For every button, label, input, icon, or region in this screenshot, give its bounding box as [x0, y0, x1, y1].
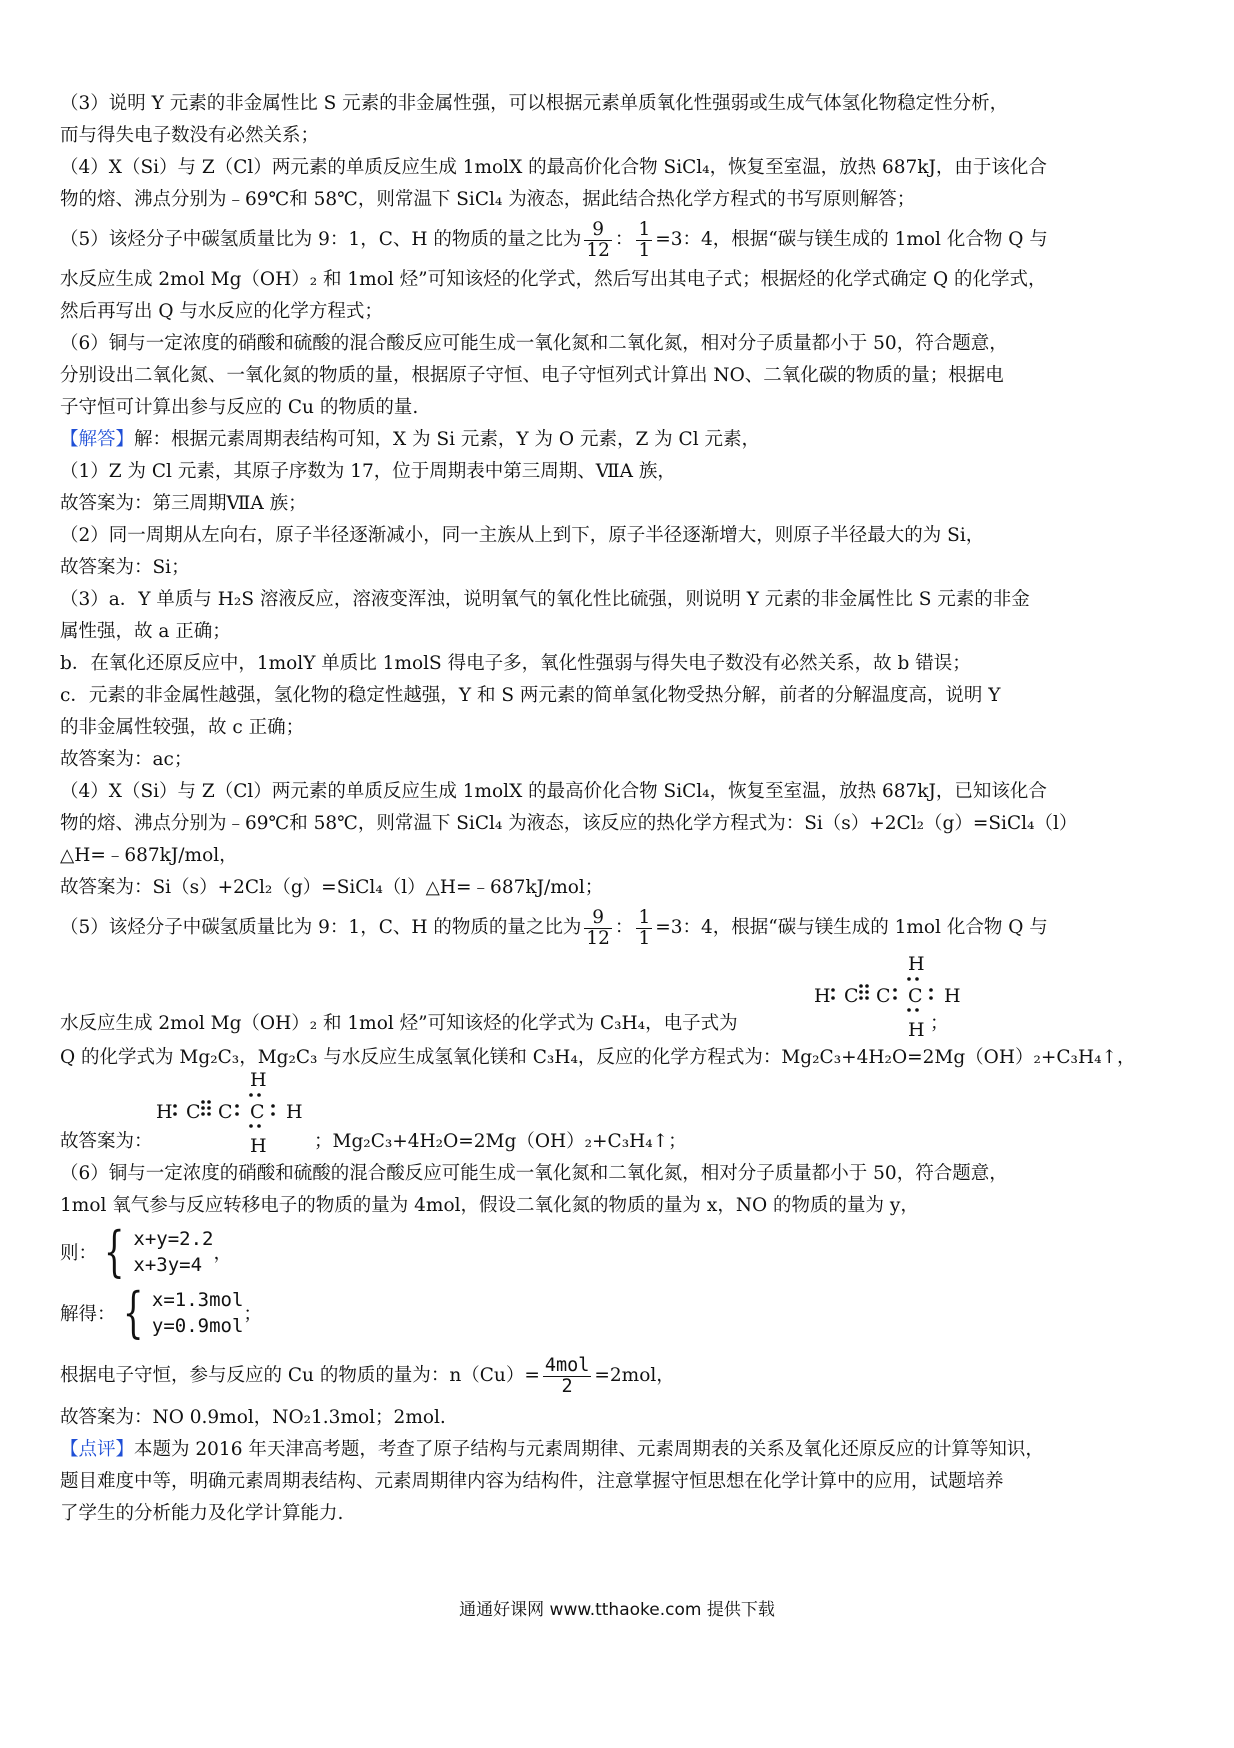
answer-intro	[60, 424, 1190, 456]
review-tag: 【点评】	[60, 1439, 135, 1460]
answer-6-line6: 故答案为：NO 0.9mol，NO₂1.3mol；2mol.	[60, 1407, 446, 1428]
analysis-5-line3: 然后再写出 Q 与水反应的化学方程式；	[60, 301, 383, 322]
answer-3-line4: c．元素的非金属性越强，氢化物的稳定性越强，Y 和 S 两元素的简单氢化物受热分解，前者的分解温度高，说明 Y	[60, 685, 1001, 706]
text: ；	[930, 1013, 949, 1034]
atom-h: H	[250, 1135, 267, 1157]
answer-3-line2: 属性强，故 a 正确；	[60, 621, 231, 642]
text: ；Mg₂C₃+4H₂O=2Mg（OH）₂+C₃H₄↑；	[314, 1131, 687, 1152]
analysis-6-line1: （6）铜与一定浓度的硝酸和硫酸的混合酸反应可能生成一氧化氮和二氧化氮，相对分子质量都小于 50，符合题意，	[60, 333, 1008, 354]
answer-6-line1: （6）铜与一定浓度的硝酸和硫酸的混合酸反应可能生成一氧化氮和二氧化氮，相对分子质量都小于 50，符合题意，	[60, 1163, 1008, 1184]
atom-h: H	[250, 1069, 267, 1091]
numerator: 4mol	[544, 1354, 590, 1376]
analysis-5-line1: （5）该烃分子中碳氢质量比为 9：1，C、H 的物质的量之比为 $\frac{9}{12}$ ： $\frac{1}{1}$ =3：4，根据“碳与镁生成的 1mol 化合物 Q 与	[60, 218, 1048, 261]
numerator: 1	[638, 218, 651, 240]
atom-h: H	[156, 1101, 173, 1123]
text: 解得：	[60, 1304, 116, 1325]
atom-h: H	[814, 985, 831, 1007]
review-line3: 了学生的分析能力及化学计算能力.	[60, 1503, 344, 1524]
fraction-9-12	[584, 220, 612, 261]
fraction-1-1	[636, 908, 652, 949]
answer-5-line4	[60, 1069, 1190, 1158]
text: （5）该烃分子中碳氢质量比为 9：1，C、H 的物质的量之比为	[60, 229, 582, 250]
numerator: 1	[638, 906, 651, 928]
analysis-5-line2: 水反应生成 2mol Mg（OH）₂ 和 1mol 烃”可知该烃的化学式，然后写出其电子式；根据烃的化学式确定 Q 的化学式，	[60, 269, 1047, 290]
brace-system	[116, 1281, 244, 1344]
text: 本题为 2016 年天津高考题，考查了原子结构与元素周期律、元素周期表的关系及氧化还原反应的计算等知识，	[134, 1439, 1044, 1460]
answer-1-line1: （1）Z 为 Cl 元素，其原子序数为 17，位于周期表中第三周期、ⅦA 族，	[60, 461, 676, 482]
atom-c: C	[876, 985, 891, 1007]
text: 根据电子守恒，参与反应的 Cu 的物质的量为：n（Cu）=	[60, 1365, 540, 1386]
analysis-6-line3: 子守恒可计算出参与反应的 Cu 的物质的量.	[60, 397, 419, 418]
analysis-4-line1: （4）X（Si）与 Z（Cl）两元素的单质反应生成 1molX 的最高价化合物 SiCl₄，恢复至室温，放热 687kJ，由于该化合	[60, 157, 1047, 178]
analysis-4-line2: 物的熔、沸点分别为﹣69℃和 58℃，则常温下 SiCl₄ 为液态，据此结合热化学方程式的书写原则解答；	[60, 189, 916, 210]
fraction-9-12	[584, 908, 612, 949]
atom-h: H	[908, 1019, 925, 1041]
atom-c: C	[250, 1101, 265, 1123]
atom-c: C	[844, 985, 859, 1007]
answer-tag: 【解答】	[60, 429, 135, 450]
equation: x+3y=4	[133, 1254, 203, 1276]
text: =3：4，根据“碳与镁生成的 1mol 化合物 Q 与	[655, 229, 1048, 250]
text: （5）该烃分子中碳氢质量比为 9：1，C、H 的物质的量之比为	[60, 917, 582, 938]
answer-3-line6: 故答案为：ac；	[60, 749, 193, 770]
text: 水反应生成 2mol Mg（OH）₂ 和 1mol 烃”可知该烃的化学式为 C₃H₄，电子式为	[60, 1013, 738, 1034]
review-line2: 题目难度中等，明确元素周期表结构、元素周期律内容为结构件，注意掌握守恒思想在化学计算中的应用，试题培养	[60, 1471, 1004, 1492]
answer-6-line2: 1mol 氧气参与反应转移电子的物质的量为 4mol，假设二氧化氮的物质的量为 x，NO 的物质的量为 y，	[60, 1195, 919, 1216]
atom-c: C	[908, 985, 923, 1007]
answer-6-line5	[60, 1350, 1190, 1402]
propyne-electron-structure	[810, 952, 990, 1042]
answer-4-line4: 故答案为：Si（s）+2Cl₂（g）=SiCl₄（l）△H=﹣687kJ/mol；	[60, 877, 604, 898]
answer-5-line3: Q 的化学式为 Mg₂C₃，Mg₂C₃ 与水反应生成氢氧化镁和 C₃H₄，反应的化学方程式为：Mg₂C₃+4H₂O=2Mg（OH）₂+C₃H₄↑，	[60, 1047, 1136, 1068]
atom-h: H	[908, 953, 925, 975]
atom-h: H	[286, 1101, 303, 1123]
answer-5-line2	[60, 952, 1190, 1042]
equation: x=1.3mol	[151, 1289, 244, 1311]
answer-3-line1: （3）a．Y 单质与 H₂S 溶液反应，溶液变浑浊，说明氧气的氧化性比硫强，则说明 Y 元素的非金属性比 S 元素的非金	[60, 589, 1030, 610]
denominator: 12	[586, 927, 610, 949]
answer-2-line1: （2）同一周期从左向右，原子半径逐渐减小，同一主族从上到下，原子半径逐渐增大，则原子半径最大的为 Si，	[60, 525, 985, 546]
text: =2mol，	[594, 1365, 675, 1386]
fraction-1-1	[636, 220, 652, 261]
numerator: 9	[584, 908, 612, 929]
denominator: 12	[586, 239, 610, 261]
text: =3：4，根据“碳与镁生成的 1mol 化合物 Q 与	[655, 917, 1048, 938]
text: ，	[213, 1243, 232, 1264]
page-footer: 通通好课网 www.tthaoke.com 提供下载	[459, 1600, 775, 1620]
answer-4-line3: △H=﹣687kJ/mol，	[60, 845, 238, 866]
answer-1-line2: 故答案为：第三周期ⅦA 族；	[60, 493, 307, 514]
answer-3-line3: b．在氧化还原反应中，1molY 单质比 1molS 得电子多，氧化性强弱与得失电子数没有必然关系，故 b 错误；	[60, 653, 971, 674]
analysis-3-line2: 而与得失电子数没有必然关系；	[60, 125, 320, 146]
answer-3-line5: 的非金属性较强，故 c 正确；	[60, 717, 305, 738]
numerator: 9	[584, 220, 612, 241]
text: 则：	[60, 1243, 98, 1264]
brace-icon: {	[103, 1220, 125, 1283]
atom-h: H	[944, 985, 961, 1007]
denominator: 2	[561, 1375, 573, 1397]
text: 解：根据元素周期表结构可知，X 为 Si 元素，Y 为 O 元素，Z 为 Cl 元素，	[134, 429, 761, 450]
answer-4-line2: 物的熔、沸点分别为﹣69℃和 58℃，则常温下 SiCl₄ 为液态，该反应的热化学方程式为：Si（s）+2Cl₂（g）=SiCl₄（l）	[60, 813, 1078, 834]
denominator: 1	[638, 927, 651, 949]
brace-system	[97, 1220, 214, 1283]
propyne-electron-structure	[152, 1068, 332, 1158]
equation-system-2	[60, 1282, 1190, 1344]
answer-4-line1: （4）X（Si）与 Z（Cl）两元素的单质反应生成 1molX 的最高价化合物 SiCl₄，恢复至室温，放热 687kJ，已知该化合	[60, 781, 1047, 802]
analysis-6-line2: 分别设出二氧化氮、一氧化氮的物质的量，根据原子守恒、电子守恒列式计算出 NO、二氧化碳的物质的量；根据电	[60, 365, 1004, 386]
review-line1	[60, 1434, 1190, 1466]
document-body	[60, 88, 1190, 1530]
analysis-3-line1: （3）说明 Y 元素的非金属性比 S 元素的非金属性强，可以根据元素单质氧化性强弱或生成气体氢化物稳定性分析，	[60, 93, 1009, 114]
atom-c: C	[218, 1101, 233, 1123]
text: ；	[243, 1304, 262, 1325]
fraction-4mol-2	[543, 1356, 592, 1397]
text: 故答案为：	[60, 1131, 153, 1152]
atom-c: C	[186, 1101, 201, 1123]
answer-5-line1: （5）该烃分子中碳氢质量比为 9：1，C、H 的物质的量之比为 $\frac{9}{12}$ ： $\frac{1}{1}$ =3：4，根据“碳与镁生成的 1mol 化合物 Q 与	[60, 906, 1048, 949]
answer-2-line2: 故答案为：Si；	[60, 557, 190, 578]
equation-system-1	[60, 1222, 1190, 1282]
brace-icon: {	[122, 1281, 144, 1344]
equation: y=0.9mol	[151, 1315, 244, 1337]
equation: x+y=2.2	[133, 1228, 214, 1250]
denominator: 1	[638, 239, 651, 261]
